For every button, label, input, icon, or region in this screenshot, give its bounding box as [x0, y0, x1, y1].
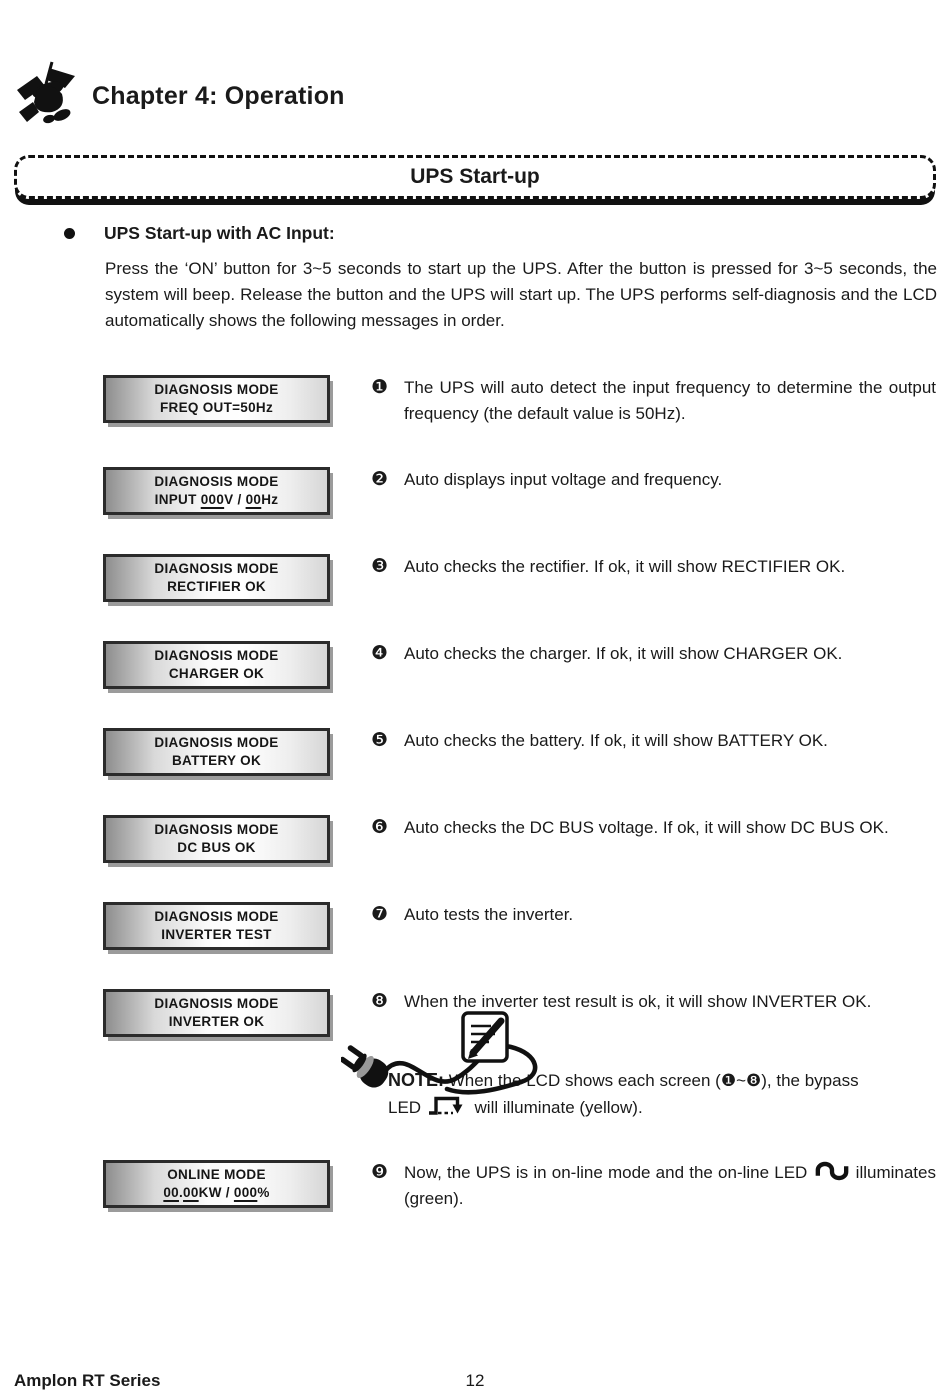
intro-paragraph: Press the ‘ON’ button for 3~5 seconds to start up the UPS. After the button is pressed for 3~5 seconds, the system will beep. Release the button and the UPS will start up. The UPS performs self-diagnosis and the LCD automatically shows the following messages in order. — [105, 259, 937, 330]
step-body — [371, 1160, 936, 1213]
step-body — [371, 902, 936, 928]
footer-page-number: 12 — [465, 1371, 485, 1390]
step-description: When the inverter test result is ok, it will show INVERTER OK. — [404, 991, 872, 1011]
step-number-badge: ❸ — [371, 554, 389, 577]
step-number-badge: ❾ — [371, 1160, 389, 1183]
step-body — [371, 554, 936, 580]
subsection-heading-row — [64, 223, 335, 244]
lcd-line-1: DIAGNOSIS MODE — [154, 474, 279, 490]
step-number-badge: ❷ — [371, 467, 389, 490]
lcd-line-1: DIAGNOSIS MODE — [154, 996, 279, 1012]
lcd-line-1: DIAGNOSIS MODE — [154, 382, 279, 398]
online-led-icon — [815, 1160, 849, 1182]
startup-step-row — [0, 467, 950, 515]
step-description: Auto checks the DC BUS voltage. If ok, it will show DC BUS OK. — [404, 817, 889, 837]
step-head — [371, 728, 936, 754]
lcd-line-1: DIAGNOSIS MODE — [154, 735, 279, 751]
lcd-display — [103, 375, 330, 423]
lcd-line-1: DIAGNOSIS MODE — [154, 648, 279, 664]
startup-step-row — [0, 375, 950, 428]
plug-cable-notepad-icon — [341, 1009, 559, 1105]
lcd-display — [103, 728, 330, 776]
lcd-display — [103, 1160, 330, 1208]
lcd-line-2: INPUT 000V / 00Hz — [154, 491, 279, 507]
step-description: Now, the UPS is in on-line mode and the on-line LED illuminates (green). — [404, 1160, 936, 1213]
step-body — [371, 467, 936, 493]
lcd-line-1: DIAGNOSIS MODE — [154, 909, 279, 925]
note-text-before-icon: When the LCD shows each screen (❶~❽), the bypass LED — [388, 1071, 859, 1118]
lcd-display — [103, 554, 330, 602]
satellite-bug-logo-icon — [15, 60, 79, 132]
section-banner — [14, 155, 936, 199]
lcd-line-1: ONLINE MODE — [167, 1166, 266, 1182]
lcd-line-2: BATTERY OK — [171, 752, 261, 768]
startup-step-row — [0, 1160, 950, 1213]
lcd-line-2: CHARGER OK — [168, 665, 265, 681]
step-description: Auto displays input voltage and frequency. — [404, 469, 723, 489]
subsection-heading: UPS Start-up with AC Input: — [104, 223, 335, 243]
page-header — [15, 60, 345, 132]
lcd-line-2: 00.00KW / 000% — [163, 1184, 270, 1200]
note-slot — [371, 1017, 936, 1121]
step-description: Auto checks the rectifier. If ok, it will show RECTIFIER OK. — [404, 556, 846, 576]
step-head — [371, 1160, 936, 1213]
lcd-display — [103, 902, 330, 950]
step-description: The UPS will auto detect the input frequency to determine the output frequency (the default value is 50Hz). — [404, 378, 936, 424]
page-footer — [14, 1371, 936, 1393]
lcd-display — [103, 989, 330, 1037]
lcd-line-1: DIAGNOSIS MODE — [154, 561, 279, 577]
note-label: NOTE: — [388, 1070, 444, 1091]
step-body — [371, 375, 936, 428]
startup-steps-list — [0, 375, 950, 1251]
lcd-line-2: DC BUS OK — [177, 839, 256, 855]
step-head — [371, 554, 936, 580]
lcd-line-2: FREQ OUT=50Hz — [159, 400, 274, 415]
startup-step-row — [0, 902, 950, 950]
lcd-line-2: RECTIFIER OK — [167, 578, 266, 594]
step-number-badge: ❼ — [371, 902, 389, 925]
startup-step-row — [0, 728, 950, 776]
step-number-badge: ❹ — [371, 641, 389, 664]
step-body — [371, 641, 936, 667]
step-number-badge: ❽ — [371, 989, 389, 1012]
step-body — [371, 815, 936, 841]
lcd-line-1: DIAGNOSIS MODE — [154, 822, 279, 838]
step-head — [371, 467, 936, 493]
startup-step-row — [0, 554, 950, 602]
footer-product-name: Amplon RT Series — [14, 1371, 161, 1390]
lcd-display — [103, 467, 330, 515]
step-body — [371, 989, 936, 1121]
lcd-line-2: INVERTER TEST — [161, 926, 272, 942]
startup-step-row — [0, 815, 950, 863]
step-head — [371, 815, 936, 841]
section-banner-title: UPS Start-up — [410, 165, 540, 188]
step-description: Auto checks the battery. If ok, it will show BATTERY OK. — [404, 730, 828, 750]
step-number-badge: ❶ — [371, 376, 389, 398]
lcd-display — [103, 815, 330, 863]
bullet-icon — [64, 228, 75, 239]
step-head — [371, 641, 936, 667]
step-description: Auto checks the charger. If ok, it will show CHARGER OK. — [404, 643, 843, 663]
note-text-after-icon: will illuminate (yellow). — [469, 1098, 643, 1118]
step-body — [371, 728, 936, 754]
step-head — [371, 375, 936, 428]
lcd-display — [103, 641, 330, 689]
lcd-line-2: INVERTER OK — [168, 1013, 265, 1029]
step-number-badge: ❺ — [371, 728, 389, 751]
step-description: Auto tests the inverter. — [404, 904, 574, 924]
note-block — [371, 1017, 863, 1121]
chapter-title: Chapter 4: Operation — [92, 81, 345, 110]
step-head — [371, 902, 936, 928]
startup-step-row — [0, 989, 950, 1121]
startup-step-row — [0, 641, 950, 689]
step-number-badge: ❻ — [371, 815, 389, 838]
